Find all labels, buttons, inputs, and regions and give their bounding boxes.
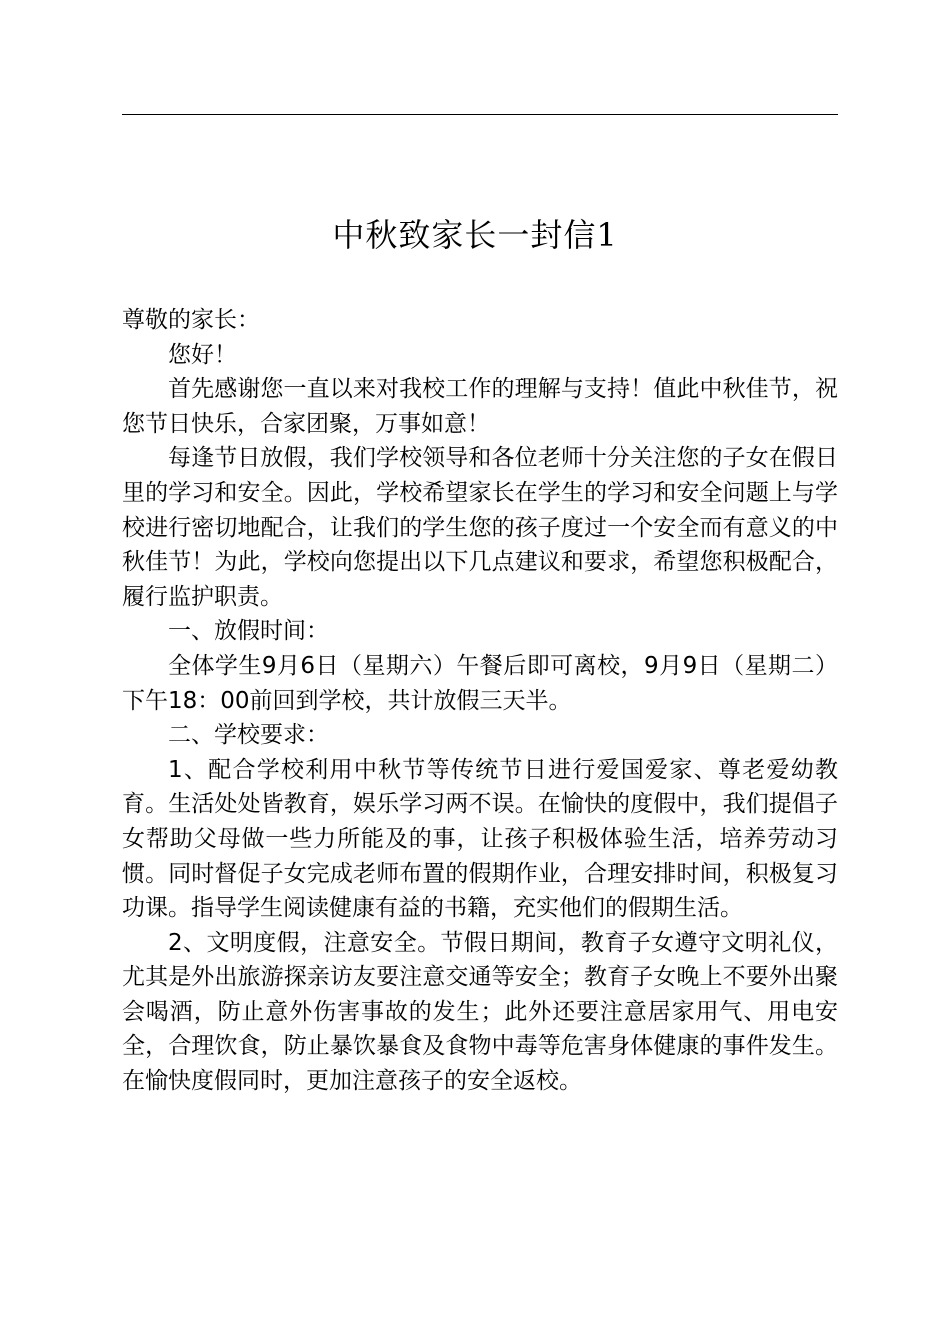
paragraph-intro: 每逢节日放假，我们学校领导和各位老师十分关注您的子女在假日里的学习和安全。因此，学校希望家长在学生的学习和安全问题上与学校进行密切地配合，让我们的学生您的孩子度过一个安全而有意义的中秋佳节！为此，学校向您提出以下几点建议和要求，希望您积极配合，履行监护职责。 [122,445,838,610]
letter-body [122,303,838,1099]
header-rule [122,114,838,115]
salutation: 尊敬的家长： [122,307,260,333]
title-text: 中秋致家长一封信 [332,216,597,254]
paragraph-holiday-time: 全体学生9月6日（星期六）午餐后即可离校，9月9日（星期二）下午18：00前回到学校，共计放假三天半。 [122,652,838,714]
paragraph-thanks: 首先感谢您一直以来对我校工作的理解与支持！值此中秋佳节，祝您节日快乐，合家团聚，万事如意！ [122,376,838,437]
paragraph-requirement-1: 1、配合学校利用中秋节等传统节日进行爱国爱家、尊老爱幼教育。生活处处皆教育，娱乐学习两不误。在愉快的度假中，我们提倡子女帮助父母做一些力所能及的事，让孩子积极体验生活，培养劳动习惯。同时督促子女完成老师布置的假期作业，合理安排时间，积极复习功课。指导学生阅读健康有益的书籍，充实他们的假期生活。 [122,756,838,922]
section-heading-holiday-time: 一、放假时间： [168,618,329,645]
paragraph-greeting: 您好！ [168,341,237,368]
page-title [0,213,950,257]
section-heading-requirements: 二、学校要求： [168,722,329,749]
title-number: 1 [596,216,618,254]
paragraph-requirement-2: 2、文明度假，注意安全。节假日期间，教育子女遵守文明礼仪，尤其是外出旅游探亲访友要注意交通等安全；教育子女晚上不要外出聚会喝酒，防止意外伤害事故的发生；此外还要注意居家用气、用电安全，合理饮食，防止暴饮暴食及食物中毒等危害身体健康的事件发生。在愉快度假同时，更加注意孩子的安全返校。 [122,929,838,1095]
